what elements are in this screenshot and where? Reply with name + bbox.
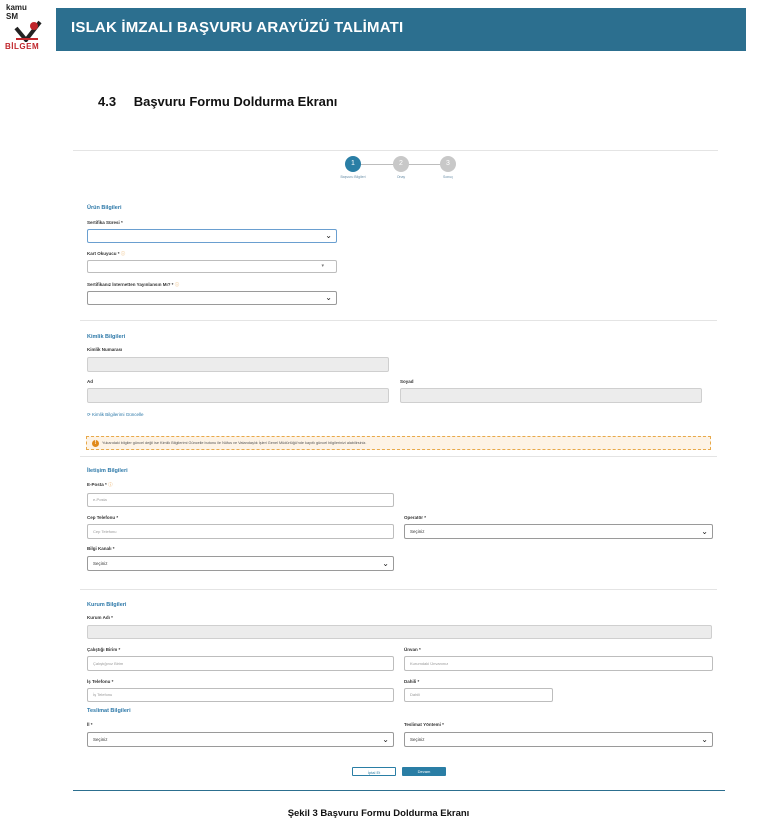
caption-divider (73, 790, 725, 791)
dahili-input[interactable]: Dahili (404, 688, 553, 702)
eposta-input[interactable]: e-Posta (87, 493, 394, 507)
yayin-label: Sertifikanız İnternetten Yayınlansın Mı? * ⓘ (87, 282, 180, 287)
chevron-down-icon: ⌄ (701, 735, 708, 744)
kimlik-no-label: Kimlik Numarası (87, 347, 123, 352)
iletisim-heading: İletişim Bilgileri (87, 468, 128, 474)
section-title: Başvuru Formu Doldurma Ekranı (133, 94, 338, 109)
kart-select[interactable] (87, 260, 337, 273)
kanal-select[interactable]: Seçiniz ⌄ (87, 556, 394, 571)
cancel-button[interactable]: İptal Et (352, 767, 396, 776)
kimlik-update-link[interactable]: ⟳ Kimlik Bilgilerimi Güncelle (87, 412, 144, 417)
kart-label: Kart Okuyucu * ⓘ (87, 251, 126, 256)
il-label: İl * (87, 722, 93, 727)
step-2-label: Onay (396, 175, 406, 179)
kimlik-heading: Kimlik Bilgileri (87, 334, 126, 340)
teslimat-yontemi-label: Teslimat Yöntemi * (404, 722, 444, 727)
form-top-divider (73, 150, 718, 151)
chevron-down-icon: ▾ (321, 263, 324, 269)
eposta-label: E-Posta * ⓘ (87, 482, 113, 487)
warning-text: Yukarıdaki bilgiler güncel değil ise Kimlik Bilgilerimi Güncelle butonu ile Nüfus ve Vatandaşlık İşleri Genel Müdürlüğü'nde kayıtlı güncel bilgilerinizi alabilirsiniz. (102, 441, 367, 445)
kanal-label: Bilgi Kanalı * (87, 546, 115, 551)
unvan-input[interactable]: Kurumdaki Ünvanınız (404, 656, 713, 671)
ad-field (87, 388, 389, 403)
chevron-down-icon: ⌄ (325, 293, 332, 302)
stepper-line (408, 164, 443, 165)
section-heading (98, 94, 337, 109)
birim-label: Çalıştığı Birim * (87, 647, 121, 652)
chevron-down-icon: ⌄ (382, 735, 389, 744)
section-number: 4.3 (98, 94, 117, 109)
continue-button[interactable]: Devam (402, 767, 446, 776)
birim-input[interactable]: Çalıştığınız Birim (87, 656, 394, 671)
divider (80, 320, 717, 321)
divider (80, 589, 717, 590)
urun-heading: Ürün Bilgileri (87, 205, 122, 211)
document-title: ISLAK İMZALI BAŞVURU ARAYÜZÜ TALİMATI (71, 19, 404, 36)
logo-text-sm: SM (6, 12, 18, 21)
kimlik-no-field (87, 357, 389, 372)
logo-text-bilgem: BİLGEM (5, 42, 40, 51)
stepper-line (360, 164, 395, 165)
figure-caption: Şekil 3 Başvuru Formu Doldurma Ekranı (287, 808, 470, 819)
yayin-select[interactable] (87, 291, 337, 305)
operator-select[interactable]: Seçiniz ⌄ (404, 524, 713, 539)
logo-text-kamu: kamu (6, 3, 27, 12)
kimlik-warning-box (86, 436, 711, 450)
step-1-circle: 1 (345, 156, 361, 172)
soyad-label: Soyad (400, 379, 414, 384)
step-1-label: Başvuru Bilgileri (340, 175, 366, 179)
teslimat-yontemi-select[interactable]: Seçiniz ⌄ (404, 732, 713, 747)
logo-check-icon (14, 20, 42, 42)
operator-label: Operatör * (404, 515, 427, 520)
document-header (0, 0, 757, 56)
step-3-circle: 3 (440, 156, 456, 172)
cep-input[interactable]: Cep Telefonu (87, 524, 394, 539)
chevron-down-icon: ⌄ (701, 527, 708, 536)
chevron-down-icon: ⌄ (325, 231, 332, 240)
sertifika-label: Sertifika Süresi * (87, 220, 123, 225)
dahili-label: Dahili * (404, 679, 420, 684)
divider (80, 456, 717, 457)
is-telefonu-label: İş Telefonu * (87, 679, 114, 684)
info-icon: ⓘ (120, 251, 126, 256)
teslimat-heading: Teslimat Bilgileri (87, 708, 131, 714)
chevron-down-icon: ⌄ (382, 559, 389, 568)
il-select[interactable]: Seçiniz ⌄ (87, 732, 394, 747)
kurum-adi-label: Kurum Adı * (87, 615, 113, 620)
info-icon: ⓘ (174, 282, 180, 287)
sertifika-select[interactable] (87, 229, 337, 243)
kurum-adi-field (87, 625, 712, 639)
kurum-heading: Kurum Bilgileri (87, 602, 127, 608)
step-3-label: Sonuç (443, 175, 453, 179)
refresh-icon: ⟳ (87, 412, 91, 417)
is-telefonu-input[interactable]: İş Telefonu (87, 688, 394, 702)
soyad-field (400, 388, 702, 403)
bilgem-logo (4, 4, 50, 52)
unvan-label: Ünvan * (404, 647, 421, 652)
info-icon: ⓘ (108, 482, 113, 487)
warning-icon: ! (92, 440, 99, 447)
ad-label: Ad (87, 379, 93, 384)
cep-label: Cep Telefonu * (87, 515, 119, 520)
step-2-circle: 2 (393, 156, 409, 172)
